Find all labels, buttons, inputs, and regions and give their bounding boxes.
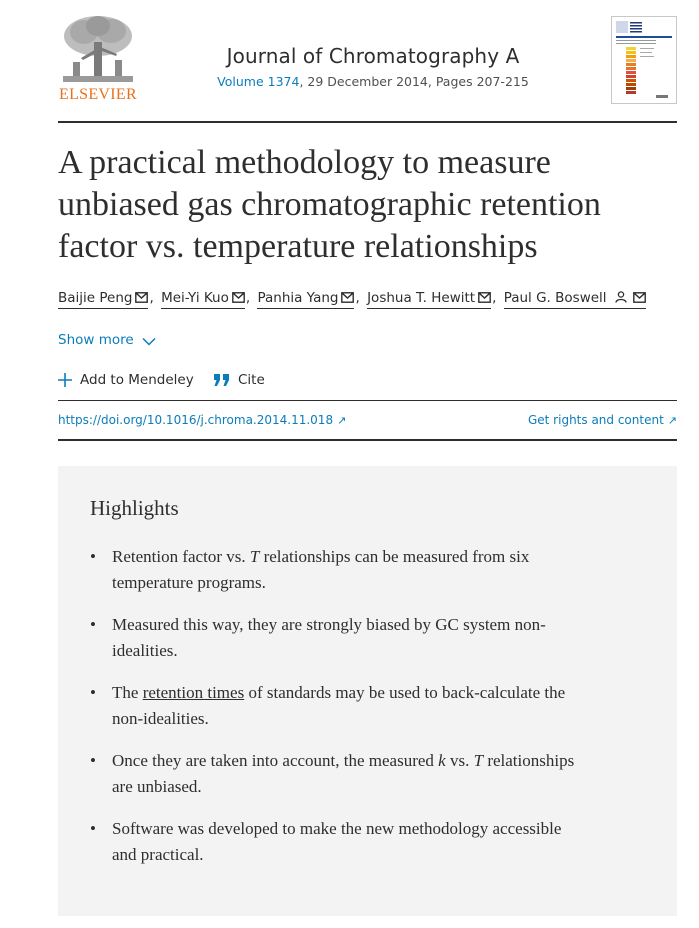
publisher-wordmark: ELSEVIER — [59, 86, 137, 103]
external-link-icon: ↗ — [667, 414, 677, 427]
highlight-text: vs. — [445, 751, 474, 770]
retention-times-link[interactable]: retention times — [142, 683, 245, 702]
show-more-button[interactable] — [58, 332, 156, 348]
author-link-mei-yi-kuo[interactable] — [161, 290, 245, 309]
external-link-icon: ↗ — [337, 414, 347, 427]
journal-title[interactable]: Journal of Chromatography A — [226, 44, 520, 68]
person-icon — [615, 291, 627, 303]
show-more-label: Show more — [58, 332, 134, 348]
cite-label: Cite — [238, 372, 265, 388]
highlight-text: relationships can be measured from six temperature programs. — [112, 547, 530, 592]
doi-link[interactable] — [58, 413, 346, 427]
cite-button[interactable] — [214, 372, 265, 388]
elsevier-tree-icon — [59, 14, 137, 86]
header-divider — [58, 121, 677, 123]
author-list — [58, 290, 677, 306]
highlight-text: Once they are taken into account, the measured — [112, 751, 439, 770]
author-separator: , — [149, 290, 154, 306]
journal-meta — [188, 74, 558, 89]
highlight-text: Software was developed to make the new methodology accessible and practical. — [112, 819, 562, 864]
article-actions — [58, 372, 265, 388]
bullet: • — [90, 751, 96, 770]
bullet: • — [90, 683, 96, 702]
author-link-panhia-yang[interactable] — [257, 290, 354, 309]
volume-link[interactable]: Volume 1374 — [217, 74, 300, 89]
envelope-icon — [341, 292, 354, 303]
author-separator: , — [492, 290, 497, 306]
doi-text: https://doi.org/10.1016/j.chroma.2014.11.018 — [58, 413, 334, 427]
envelope-icon — [135, 292, 148, 303]
highlight-text: relationships are unbiased. — [112, 751, 575, 796]
bullet: • — [90, 819, 96, 838]
mendeley-label: Add to Mendeley — [80, 372, 194, 388]
highlight-text: Retention factor vs. — [112, 547, 250, 566]
author-separator: , — [245, 290, 251, 306]
author-name: Joshua T. Hewitt — [367, 290, 476, 306]
highlights-list — [90, 544, 590, 884]
author-separator: , — [355, 290, 360, 306]
highlights-panel — [58, 466, 677, 916]
journal-info — [188, 44, 558, 89]
highlight-text: of standards may be used to back-calculate the non-idealities. — [112, 683, 566, 728]
highlight-item — [90, 680, 590, 732]
link-row — [58, 413, 677, 431]
author-link-baijie-peng[interactable] — [58, 290, 148, 309]
author-name: Panhia Yang — [257, 290, 339, 306]
highlight-italic: T — [473, 751, 484, 770]
bullet: • — [90, 615, 96, 634]
links-bottom-divider — [58, 439, 677, 441]
highlight-item — [90, 816, 590, 868]
author-name: Paul G. Boswell — [503, 290, 607, 306]
highlight-italic: T — [249, 547, 260, 566]
quote-icon — [214, 374, 230, 387]
highlight-text: The — [112, 683, 143, 702]
links-top-divider — [58, 400, 677, 401]
add-to-mendeley-button[interactable] — [58, 372, 194, 388]
cover-image — [612, 17, 676, 103]
article-title: A practical methodology to measure unbiased gas chromatographic retention factor vs. temperature relationships — [58, 144, 601, 265]
highlight-item — [90, 748, 590, 800]
highlight-item — [90, 612, 590, 664]
chevron-down-icon — [142, 337, 156, 346]
envelope-icon — [232, 292, 245, 303]
highlight-item — [90, 544, 590, 596]
author-name: Baijie Peng — [58, 290, 133, 306]
plus-icon — [58, 373, 72, 387]
rights-text: Get rights and content — [527, 413, 664, 427]
author-link-joshua-hewitt[interactable] — [367, 290, 491, 309]
author-link-paul-boswell[interactable] — [504, 290, 646, 309]
envelope-icon — [633, 292, 646, 303]
highlight-text: Measured this way, they are strongly biased by GC system non-idealities. — [112, 615, 546, 660]
issue-details: , 29 December 2014, Pages 207-215 — [299, 74, 529, 89]
elsevier-logo[interactable] — [58, 14, 138, 104]
author-name: Mei-Yi Kuo — [161, 290, 229, 306]
highlights-title: Highlights — [90, 496, 179, 520]
envelope-icon — [478, 292, 491, 303]
highlight-italic: k — [438, 751, 446, 770]
bullet: • — [90, 547, 96, 566]
rights-link[interactable] — [528, 413, 677, 427]
journal-cover-thumbnail[interactable] — [611, 16, 677, 104]
journal-header — [58, 14, 677, 106]
